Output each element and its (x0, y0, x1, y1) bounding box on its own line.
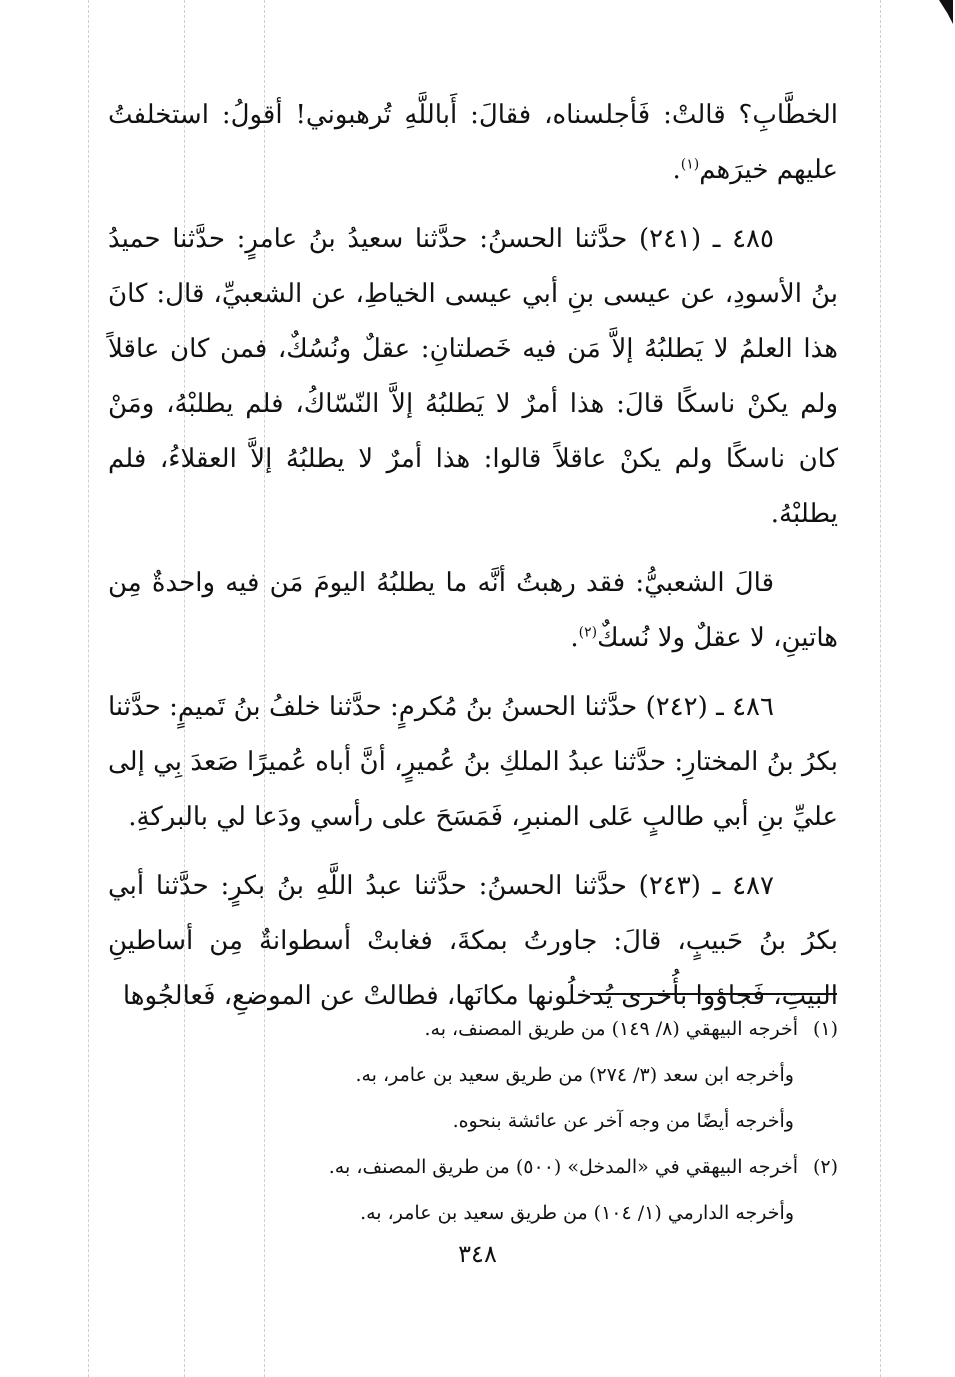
paragraph-tail: . (570, 623, 579, 653)
footnote-line (250, 1052, 838, 1098)
page-number: ٣٤٨ (458, 1240, 497, 1268)
footnote-text: أخرجه البيهقي (٨/ ١٤٩) من طريق المصنف، به. (424, 1018, 798, 1040)
main-text (108, 88, 838, 1038)
paragraph-3 (108, 680, 838, 845)
paragraph-tail: . (672, 155, 681, 185)
paragraph-2 (108, 556, 838, 666)
footnote-line (250, 1190, 838, 1236)
guide-line (88, 0, 89, 1377)
footnote-line (250, 1098, 838, 1144)
paragraph-text: ٤٨٦ ـ (٢٤٢) حدَّثنا الحسنُ بنُ مُكرمٍ: حدَّثنا خلفُ بنُ تَميمٍ: حدَّثنا بكرُ بنُ المختارِ: حدَّثنا عبدُ الملكِ بنُ عُميرٍ، أنَّ أباه عُميرًا صَعدَ بِي إلى عليِّ بنِ أبي طالبٍ عَلى المنبرِ، فَمَسَحَ على رأسي ودَعا لي بالبركةِ. (108, 692, 838, 832)
footnote-text: وأخرجه أيضًا من وجه آخر عن عائشة بنحوه. (452, 1110, 794, 1132)
corner-mark (939, 0, 953, 24)
paragraph-0 (108, 88, 838, 198)
paragraph-text: ٤٨٥ ـ (٢٤١) حدَّثنا الحسنُ: حدَّثنا سعيدُ بنُ عامرٍ: حدَّثنا حميدُ بنُ الأسودِ، عن عيسى بنِ أبي عيسى الخياطِ، عن الشعبيِّ، قال: كانَ هذا العلمُ لا يَطلبُهُ إلاَّ مَن فيه خَصلتانِ: عقلٌ ونُسُكٌ، فمن كان عاقلاً ولم يكنْ ناسكًا قالَ: هذا أمرٌ لا يَطلبُهُ إلاَّ النّسّاكُ، فلم يطلبْهُ، ومَنْ كان ناسكًا ولم يكنْ عاقلاً قالوا: هذا أمرٌ لا يطلبُهُ إلاَّ العقلاءُ، فلم يطلبْهُ. (108, 224, 838, 529)
footnote-text: وأخرجه ابن سعد (٣/ ٢٧٤) من طريق سعيد بن عامر، به. (355, 1064, 794, 1086)
footnote-line (250, 1006, 838, 1052)
footnote-number: (١) (812, 1018, 838, 1040)
paragraph-text: قالَ الشعبيُّ: فقد رهبتُ أنَّه ما يطلبُهُ اليومَ مَن فيه واحدةٌ مِن هاتينِ، لا عقلٌ ولا نُسكٌ (108, 568, 838, 653)
footnote-ref: (٢) (578, 624, 598, 641)
paragraph-4 (108, 859, 838, 1024)
footnote-line (250, 1144, 838, 1190)
paragraph-1 (108, 212, 838, 542)
paragraph-text: ٤٨٧ ـ (٢٤٣) حدَّثنا الحسنُ: حدَّثنا عبدُ اللَّهِ بنُ بكرٍ: حدَّثنا أبي بكرُ بنُ حَبيبٍ، قالَ: جاورتُ بمكةَ، فغابتْ أسطوانةٌ مِن أساطينِ البيتِ، فَجاؤوا بأُخرى يُدخلُونها مكانَها، فطالتْ عن الموضعِ، فَعالجُوها (108, 871, 838, 1011)
footnote-text: وأخرجه الدارمي (١/ ١٠٤) من طريق سعيد بن عامر، به. (360, 1202, 794, 1224)
guide-line (880, 0, 881, 1377)
footnote-number: (٢) (812, 1156, 838, 1178)
paragraph-text: الخطَّابِ؟ قالتْ: فَأجلسناه، فقالَ: أَباللَّهِ تُرهبوني! أقولُ: استخلفتُ عليهم خيرَهم (108, 100, 838, 185)
footnote-ref: (١) (680, 156, 700, 173)
footnote-text: أخرجه البيهقي في «المدخل» (٥٠٠) من طريق المصنف، به. (328, 1156, 798, 1178)
footnote-divider (590, 993, 837, 995)
footnotes (250, 1006, 838, 1236)
